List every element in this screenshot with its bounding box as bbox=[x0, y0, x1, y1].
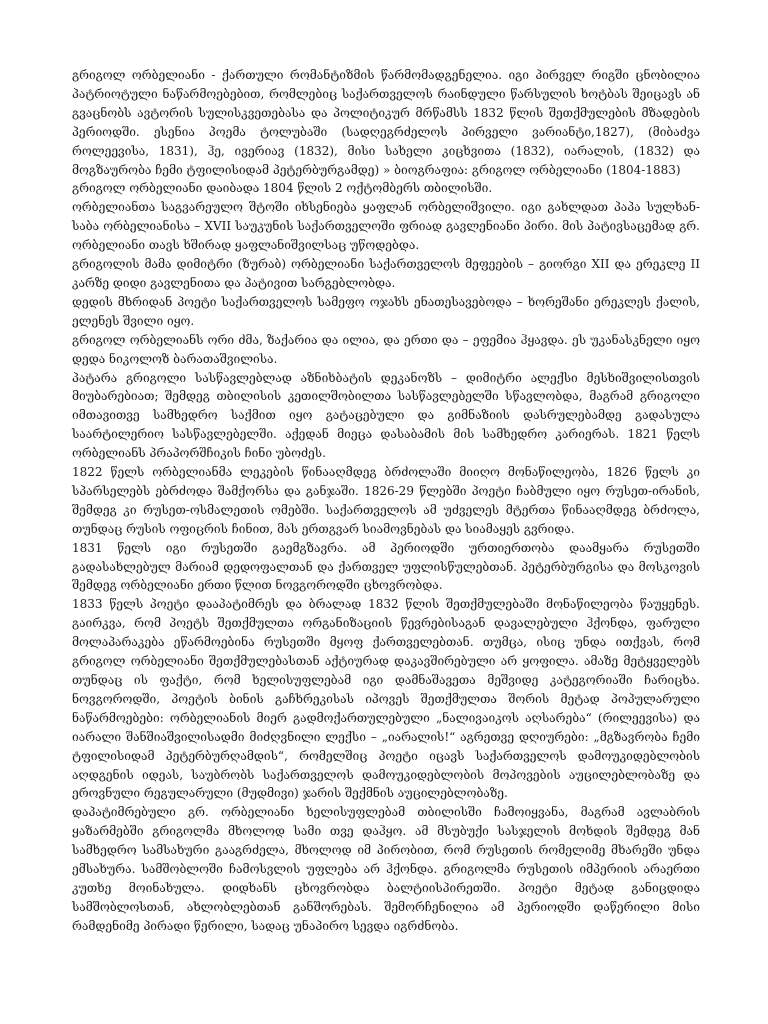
paragraph-exile: დაპატიმრებული გრ. ორბელიანი ხელისუფლებამ თბილისში ჩამოიყვანა, მაგრამ ავლაბრის ყაზარმებში გრიგოლმა მხოლოდ სამი თვე დაჰყო. ამ მსუბუქი სასჯელის მოხდის შემდეგ მან სამხედრო სამსახური გააგრძელა, მხოლოდ იმ პირობით, რომ რუსეთის რომელიმე მხარეში უნდა ემსახურა. სამშობლოში ჩამოსვლის უფლება არ ჰქონდა. გრიგოლმა რუსეთის იმპერიის არაერთი კუთხე მოინახულა. დიდხანს ცხოვრობდა ბალტიისპირეთში. პოეტი მეტად განიცდიდა სამშობლოსთან, ახლობლებთან განშორებას. შემორჩენილია ამ პერიოდში დაწერილი მისი რამდენიმე პირადი წერილი, სადაც უნაპირო სევდა იგრძნობა. bbox=[72, 805, 700, 933]
paragraph-father: გრიგოლის მამა დიმიტრი (ზურაბ) ორბელიანი საქართველოს მეფეების – გიორგი XII და ერეკლე II კარზე დიდი გავლენითა და პატივით სარგებლობდა. bbox=[72, 257, 700, 290]
paragraph-lineage: ორბელიანთა საგვარეულო შტოში იხსენიება ყაფლან ორბელიშვილი. იგი გახლდათ პაპა სულხან-საბა ორბელიანისა – XVII საუკუნის საქართველოში ფრიად გავლენიანი პირი. მის პატივსაცემად გრ. ორბელიანი თავს ხშირად ყაფლანიშვილსაც უწოდებდა. bbox=[72, 200, 700, 253]
paragraph-education: პატარა გრიგოლი სასწავლებლად აზნიხბატის დეკანოზს – დიმიტრი ალექსი მესხიშვილისთვის მიუბარებიათ; შემდეგ თბილისის კეთილშობილთა სასწავლებელში სწავლობდა, მაგრამ გრიგოლი იმთავითვე სამხედრო საქმით იყო გატაცებული და გიმნაზიის დასრულებამდე გადასულა საარტილერიო სასწავლებელში. აქედან მიეცა დასაბამის მის სამხედრო კარიერას. 1821 წელს ორბელიანს პრაპორშჩიკის ჩინი უბოძეს. bbox=[72, 370, 700, 461]
paragraph-russia: 1831 წელს იგი რუსეთში გაემგზავრა. ამ პერიოდში ურთიერთობა დაამყარა რუსეთში გადასახლებულ მარიამ დედოფალთან და ქართველ უფლისწულებთან. პეტერბურგისა და მოსკოვის შემდეგ ორბელიანი ერთი წლით ნოვგოროდში ცხოვრობდა. bbox=[72, 540, 700, 593]
paragraph-mother: დედის მხრიდან პოეტი საქართველოს სამეფო ოჯახს ენათესავებოდა – ხორეშანი ერეკლეს ქალის, ელენეს შვილი იყო. bbox=[72, 294, 700, 328]
paragraph-birth: გრიგოლ ორბელიანი დაიბადა 1804 წლის 2 ოქტომბერს თბილისში. bbox=[72, 181, 493, 196]
paragraph-intro: გრიგოლ ორბელიანი - ქართული რომანტიზმის წარმომადგენელია. იგი პირველ რიგში ცნობილია პატრიოტული ნაწარმოებებით, რომლებიც საქართველოს რაინდული წარსულის ხოტბას შეიცავს ან გვაცნობს ავტორის სულისკვეთებასა და პოლიტიკურ მრწამსს 1832 წლის შეთქმულების მზადების პერიოდში. ესენია პოემა ტოლუბაში (სადღეგრძელოს პირველი ვარიანტი,1827), (მიბაძვა როლეევისა, 1831), ჰე, ივერიავ (1832), მისი სახელი კიცხვითა (1832), იარალის, (1832) და მოგზაურობა ჩემი ტფილისიდამ პეტერბურგამდე) » ბიოგრაფია: გრიგოლ ორბელიანი (1804-1883) bbox=[72, 68, 700, 177]
paragraph-arrest: 1833 წელს პოეტი დააპატიმრეს და ბრალად 1832 წლის შეთქმულებაში მონაწილეობა წაუყენეს. გაირკვა, რომ პოეტს შეთქმულთა ორგანიზაციის წევრებისაგან დავალებული ჰქონდა, ფარული მოლაპარაკება ეწარმოებინა რუსეთში მყოფ ქართველებთან. თუმცა, ისიც უნდა ითქვას, რომ გრიგოლ ორბელიანი შეთქმულებასთან აქტიურად დაკავშირებული არ ყოფილა. ამაზე მეტყველებს თუნდაც ის ფაქტი, რომ ხელისუფლებამ იგი დამნაშავეთა მეშვიდე კატეგორიაში ჩარიცხა. ნოვგოროდში, პოეტის ბინის გაჩხრეკისას იპოვეს შეთქმულთა შორის მეტად პოპულარული ნაწარმოებები: ორბელიანის მიერ გადმოქართულებული „ნალივაიკოს აღსარება“ (რილეევისა) და იარალი შანშიაშვილისადმი მიძღვნილი ლექსი – „იარალის!“ აგრეთვე დღიურები: „მგზავრობა ჩემი ტფილისიდამ პეტერბურღამდის“, რომელშიც პოეტი იცავს საქართველოს დამოუკიდებლობის აღდგენის იდეას, საუბრობს საქართველოს დამოუკიდებლობის მოპოვების აუცილებლობაზე და ეროვნული რეგულარული (მუდმივი) ჯარის შექმნის აუცილებლობაზე. bbox=[72, 597, 700, 801]
document-body bbox=[72, 66, 700, 936]
paragraph-military: 1822 წელს ორბელიანმა ლეკების წინააღმდეგ ბრძოლაში მიიღო მონაწილეობა, 1826 წელს კი სპარსელებს ებრძოდა შამქორსა და განჯაში. 1826-29 წლებში პოეტი ჩაბმული იყო რუსეთ-ირანის, შემდეგ კი რუსეთ-ოსმალეთის ომებში. საქართველოს ამ უძველეს მტერთა წინააღმდეგ ბრძოლა, თუნდაც რუსის ოფიცრის ჩინით, მას ერთგვარ სიამოვნებას და სიამაყეს გვრიდა. bbox=[72, 465, 700, 536]
paragraph-siblings: გრიგოლ ორბელიანს ორი ძმა, ზაქარია და ილია, და ერთი და – ეფემია ჰყავდა. ეს უკანასკნელი იყო დედა ნიკოლოზ ბარათაშვილისა. bbox=[72, 332, 700, 366]
